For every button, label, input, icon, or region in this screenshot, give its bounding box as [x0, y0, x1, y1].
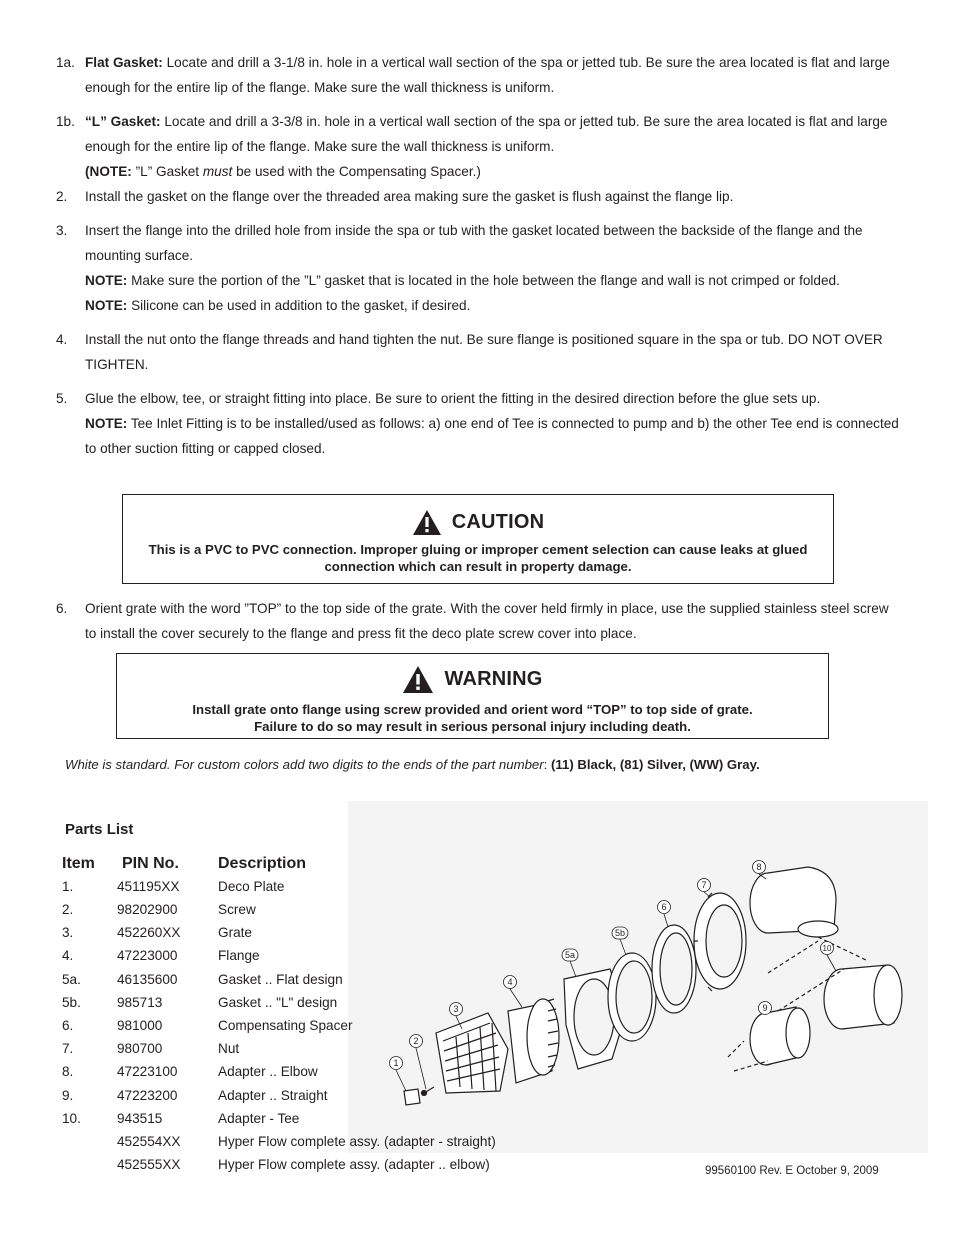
parts-row — [0, 1134, 600, 1157]
part-desc: Gasket .. Flat design — [218, 972, 343, 987]
part-pin: 47223200 — [117, 1088, 178, 1103]
tee-adapter-drawing — [824, 965, 902, 1029]
document-footer: 99560100 Rev. E October 9, 2009 — [705, 1165, 879, 1177]
color-note-text: White is standard. For custom colors add two digits to the ends of the part number — [65, 757, 544, 772]
part-pin: 980700 — [117, 1041, 163, 1056]
step-heading: “L” Gasket: — [85, 114, 161, 129]
part-pin: 981000 — [117, 1018, 163, 1033]
part-pin: 943515 — [117, 1111, 163, 1126]
step-6 — [56, 596, 901, 646]
part-item: 7. — [62, 1041, 74, 1056]
warning-triangle-icon — [412, 509, 442, 536]
part-item: 9. — [62, 1088, 74, 1103]
caution-body — [123, 541, 833, 575]
parts-row — [0, 1157, 600, 1180]
callout-5a: 5a — [564, 950, 576, 960]
part-desc: Deco Plate — [218, 879, 285, 894]
installation-steps — [56, 50, 901, 470]
part-desc: Flange — [218, 948, 260, 963]
part-desc: Screw — [218, 902, 256, 917]
note-label: NOTE: — [85, 298, 128, 313]
part-item: 6. — [62, 1018, 74, 1033]
part-pin: 452260XX — [117, 925, 181, 940]
step-text: Install the gasket on the flange over the threaded area making sure the gasket is flush against the flange lip. — [85, 189, 734, 204]
callout-3: 3 — [453, 1004, 459, 1014]
step-2 — [56, 184, 901, 209]
step-3 — [56, 218, 901, 318]
part-item: 1. — [62, 879, 74, 894]
header-item: Item — [62, 855, 95, 872]
warning-line: Failure to do so may result in serious personal injury including death. — [254, 719, 691, 734]
parts-row — [0, 1018, 600, 1041]
step-text: Install the nut onto the flange threads and hand tighten the nut. Be sure flange is positioned square in the spa or tub. DO NOT OVER TIGHTEN. — [85, 332, 883, 372]
elbow-adapter-drawing — [750, 867, 838, 937]
part-desc: Adapter - Tee — [218, 1111, 300, 1126]
part-pin: 47223000 — [117, 948, 178, 963]
nut-drawing — [694, 893, 746, 991]
step-1b — [56, 109, 901, 184]
part-item: 10. — [62, 1111, 81, 1126]
installation-steps-cont — [56, 596, 901, 655]
warning-box — [116, 653, 829, 739]
part-item: 5b. — [62, 995, 81, 1010]
part-item: 3. — [62, 925, 74, 940]
part-item: 5a. — [62, 972, 81, 987]
color-note-options: (11) Black, (81) Silver, (WW) Gray. — [550, 757, 760, 772]
step-text: Orient grate with the word ”TOP” to the top side of the grate. With the cover held firmly in place, use the supplied stainless steel screw to install the cover securely to the flange and press fit the deco plate screw cover into place. — [85, 601, 889, 641]
part-pin: 985713 — [117, 995, 163, 1010]
note-label: (NOTE: — [85, 164, 132, 179]
callout-10: 10 — [822, 944, 832, 953]
parts-row — [0, 902, 600, 925]
compensating-spacer-drawing — [652, 925, 696, 1013]
part-desc: Adapter .. Elbow — [218, 1064, 318, 1079]
part-desc: Nut — [218, 1041, 240, 1056]
warning-heading — [117, 663, 828, 695]
callout-7: 7 — [701, 880, 707, 890]
part-item: 4. — [62, 948, 74, 963]
part-desc: Grate — [218, 925, 252, 940]
caution-line: connection which can result in property damage. — [324, 559, 632, 574]
parts-row — [0, 1111, 600, 1134]
step-number: 1b. — [56, 114, 75, 129]
warning-body — [117, 701, 828, 735]
parts-row — [0, 995, 600, 1018]
part-item: 8. — [62, 1064, 74, 1079]
step-text: Locate and drill a 3-1/8 in. hole in a vertical wall section of the spa or jetted tub. Be sure the area located is flat and large enough for the entire lip of the flange. Make sure the wall thickness is uniform. — [85, 55, 890, 95]
color-note-sep: : — [543, 757, 551, 772]
part-pin: 46135600 — [117, 972, 178, 987]
callout-9: 9 — [762, 1003, 768, 1013]
note-text: Silicone can be used in addition to the gasket, if desired. — [127, 298, 471, 313]
callout-8: 8 — [756, 862, 762, 872]
part-desc: Compensating Spacer — [218, 1018, 353, 1033]
step-number: 4. — [56, 332, 68, 347]
header-pin: PIN No. — [122, 855, 179, 872]
step-1a — [56, 50, 901, 100]
color-note — [65, 757, 760, 772]
callout-1: 1 — [393, 1058, 399, 1068]
caution-title: CAUTION — [451, 510, 545, 533]
step-5 — [56, 386, 901, 461]
note-text: be used with the Compensating Spacer.) — [232, 164, 481, 179]
step-number: 3. — [56, 223, 68, 238]
note-emphasis: must — [202, 164, 233, 179]
note-label: NOTE: — [85, 416, 128, 431]
parts-row — [0, 972, 600, 995]
note-text: Make sure the portion of the ”L” gasket that is located in the hole between the flange and wall is not crimped or folded. — [127, 273, 840, 288]
part-pin: 452554XX — [117, 1134, 181, 1149]
part-desc: Hyper Flow complete assy. (adapter .. elbow) — [218, 1157, 490, 1172]
note-label: NOTE: — [85, 273, 128, 288]
warning-line: Install grate onto flange using screw provided and orient word “TOP” to top side of grate. — [192, 702, 753, 717]
callout-5b: 5b — [614, 928, 626, 938]
part-pin: 451195XX — [117, 879, 180, 894]
step-number: 2. — [56, 189, 68, 204]
step-4 — [56, 327, 901, 377]
step-number: 5. — [56, 391, 68, 406]
step-number: 1a. — [56, 55, 75, 70]
part-pin: 47223100 — [117, 1064, 178, 1079]
caution-line: This is a PVC to PVC connection. Improper gluing or improper cement selection can cause leaks at glued — [148, 542, 808, 557]
warning-title: WARNING — [444, 667, 543, 690]
parts-list-title: Parts List — [65, 821, 134, 838]
note-text: ”L” Gasket — [131, 164, 203, 179]
step-heading: Flat Gasket: — [85, 55, 163, 70]
step-number: 6. — [56, 601, 68, 616]
part-desc: Adapter .. Straight — [218, 1088, 328, 1103]
parts-row — [0, 948, 600, 971]
gasket-l-drawing — [608, 953, 656, 1041]
parts-row — [0, 1064, 600, 1087]
straight-adapter-drawing — [750, 1007, 810, 1065]
part-item: 2. — [62, 902, 74, 917]
callout-6: 6 — [661, 902, 667, 912]
note-text: Tee Inlet Fitting is to be installed/used as follows: a) one end of Tee is connected to pump and b) the other Tee end is connected to other suction fitting or capped closed. — [85, 416, 899, 456]
callout-4: 4 — [507, 977, 513, 987]
part-desc: Gasket .. "L" design — [218, 995, 338, 1010]
parts-row — [0, 1088, 600, 1111]
step-text: Glue the elbow, tee, or straight fitting into place. Be sure to orient the fitting in the desired direction before the glue sets up. — [85, 391, 821, 406]
parts-row — [0, 925, 600, 948]
part-pin: 98202900 — [117, 902, 178, 917]
header-description: Description — [218, 855, 307, 872]
step-text: Locate and drill a 3-3/8 in. hole in a vertical wall section of the spa or jetted tub. Be sure the area located is flat and large enough for the entire lip of the flange. Make sure the wall thickness is uniform. — [85, 114, 888, 154]
caution-heading — [123, 507, 833, 537]
step-text: Insert the flange into the drilled hole from inside the spa or tub with the gasket located between the backside of the flange and the mounting surface. — [85, 223, 863, 263]
callout-2: 2 — [413, 1036, 419, 1046]
part-desc: Hyper Flow complete assy. (adapter - straight) — [218, 1134, 496, 1149]
warning-triangle-icon — [402, 665, 434, 694]
caution-box — [122, 494, 834, 584]
parts-row — [0, 1041, 600, 1064]
part-pin: 452555XX — [117, 1157, 181, 1172]
parts-row — [0, 879, 600, 902]
